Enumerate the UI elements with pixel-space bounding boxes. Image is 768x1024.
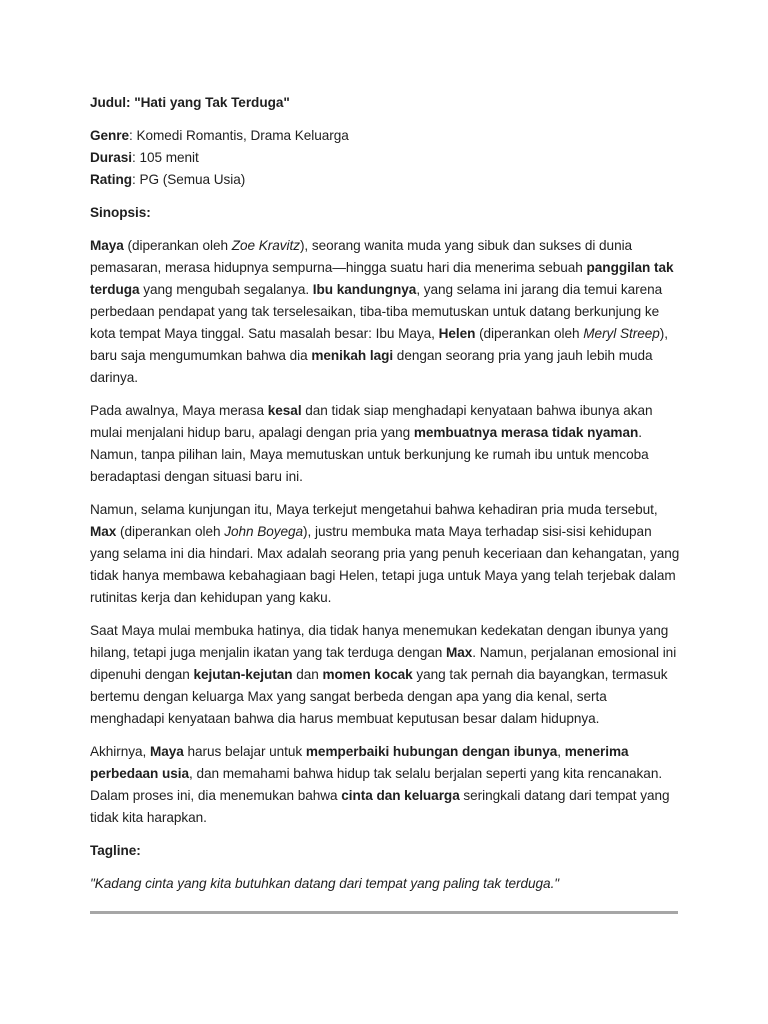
title-value: "Hati yang Tak Terduga" bbox=[134, 95, 290, 110]
p5-span: harus belajar untuk bbox=[183, 744, 306, 759]
p3-span: ), justru membuka mata Maya terhadap sisi-sisi kehidupan yang selama ini dia hindari. Max adalah seorang pria yang penuh keceriaan dan kehangatan, yang tidak hanya membawa kebahagiaan bagi Helen, tetapi juga untuk Maya yang telah terjebak dalam rutinitas kerja dan kehidupan yang kaku. bbox=[90, 524, 680, 605]
synopsis-paragraph-1 bbox=[90, 235, 684, 389]
p4-span: . Namun, perjalanan emosional ini dipenuhi dengan bbox=[90, 645, 677, 682]
sinopsis-heading: Sinopsis: bbox=[90, 205, 151, 220]
title-line bbox=[90, 92, 684, 114]
meta-rating bbox=[90, 169, 684, 191]
p1-span: , yang selama ini jarang dia temui karena perbedaan pendapat yang tak terselesaikan, tiba-tiba memutuskan untuk datang berkunjung ke kota tempat Maya tinggal. Satu masalah besar: Ibu Maya, bbox=[90, 282, 663, 341]
p2-span: kesal bbox=[267, 403, 302, 418]
p2-span: . Namun, tanpa pilihan lain, Maya memutuskan untuk berkunjung ke rumah ibu untuk mencoba beradaptasi dengan situasi baru ini. bbox=[90, 425, 649, 484]
p1-span: Meryl Streep bbox=[583, 326, 660, 341]
p2-span: membuatnya merasa tidak nyaman bbox=[413, 425, 639, 440]
p1-span: dengan seorang pria yang jauh lebih muda darinya. bbox=[90, 348, 653, 385]
p1-span: (diperankan oleh bbox=[123, 238, 232, 253]
durasi-value: : 105 menit bbox=[132, 150, 199, 165]
p1-span: ), seorang wanita muda yang sibuk dan sukses di dunia pemasaran, merasa hidupnya sempurna—hingga suatu hari dia menerima sebuah bbox=[90, 238, 633, 275]
p4-span: kejutan-kejutan bbox=[193, 667, 293, 682]
horizontal-rule bbox=[90, 911, 678, 914]
p5-span: cinta dan keluarga bbox=[341, 788, 460, 803]
p1-span: menikah lagi bbox=[311, 348, 394, 363]
p5-span: Maya bbox=[149, 744, 184, 759]
p3-span: John Boyega bbox=[224, 524, 304, 539]
p1-span: ), baru saja mengumumkan bahwa dia bbox=[90, 326, 668, 363]
genre-label: Genre bbox=[90, 128, 130, 143]
synopsis-paragraph-2 bbox=[90, 400, 684, 488]
synopsis-paragraph-5 bbox=[90, 741, 684, 829]
p1-span: Zoe Kravitz bbox=[231, 238, 300, 253]
durasi-label: Durasi bbox=[90, 150, 133, 165]
p5-span: seringkali datang dari tempat yang tidak kita harapkan. bbox=[90, 788, 670, 825]
p3-span: (diperankan oleh bbox=[116, 524, 225, 539]
p1-span: Ibu kandungnya bbox=[312, 282, 417, 297]
p1-span: yang mengubah segalanya. bbox=[139, 282, 313, 297]
tagline-heading: Tagline: bbox=[90, 843, 141, 858]
p3-span: Max bbox=[90, 524, 117, 539]
p4-span: yang tak pernah dia bayangkan, termasuk bertemu dengan keluarga Max yang sangat berbeda dengan apa yang dia kenal, serta menghadapi kenyataan bahwa dia harus membuat keputusan besar dalam hidupnya. bbox=[90, 667, 668, 726]
p4-span: dan bbox=[292, 667, 323, 682]
rating-label: Rating bbox=[90, 172, 132, 187]
p3-span: Namun, selama kunjungan itu, Maya terkejut mengetahui bahwa kehadiran pria muda tersebut, bbox=[90, 502, 658, 517]
p2-span: Pada awalnya, Maya merasa bbox=[90, 403, 268, 418]
genre-value: : Komedi Romantis, Drama Keluarga bbox=[129, 128, 349, 143]
p5-span: menerima perbedaan usia bbox=[90, 744, 629, 781]
p5-span: Akhirnya, bbox=[90, 744, 150, 759]
p5-span: , bbox=[557, 744, 565, 759]
p4-span: momen kocak bbox=[322, 667, 413, 682]
p5-span: memperbaiki hubungan dengan ibunya bbox=[305, 744, 558, 759]
synopsis-paragraph-3 bbox=[90, 499, 684, 609]
rating-value: : PG (Semua Usia) bbox=[132, 172, 246, 187]
p1-span: Helen bbox=[438, 326, 476, 341]
synopsis-paragraph-4 bbox=[90, 620, 684, 730]
document-page bbox=[90, 92, 684, 895]
meta-genre bbox=[90, 125, 684, 147]
meta-durasi bbox=[90, 147, 684, 169]
title-label: Judul: bbox=[90, 95, 131, 110]
p4-span: Max bbox=[445, 645, 473, 660]
p4-span: Saat Maya mulai membuka hatinya, dia tidak hanya menemukan kedekatan dengan ibunya yang hilang, tetapi juga menjalin ikatan yang tak terduga dengan bbox=[90, 623, 669, 660]
tagline-text: "Kadang cinta yang kita butuhkan datang dari tempat yang paling tak terduga." bbox=[90, 876, 560, 891]
p1-span: panggilan tak terduga bbox=[90, 260, 674, 297]
p2-span: dan tidak siap menghadapi kenyataan bahwa ibunya akan mulai menjalani hidup baru, apalagi dengan pria yang bbox=[90, 403, 653, 440]
p1-span: (diperankan oleh bbox=[475, 326, 584, 341]
p5-span: , dan memahami bahwa hidup tak selalu berjalan seperti yang kita rencanakan. Dalam proses ini, dia menemukan bahwa bbox=[90, 766, 663, 803]
p1-span: Maya bbox=[90, 238, 124, 253]
